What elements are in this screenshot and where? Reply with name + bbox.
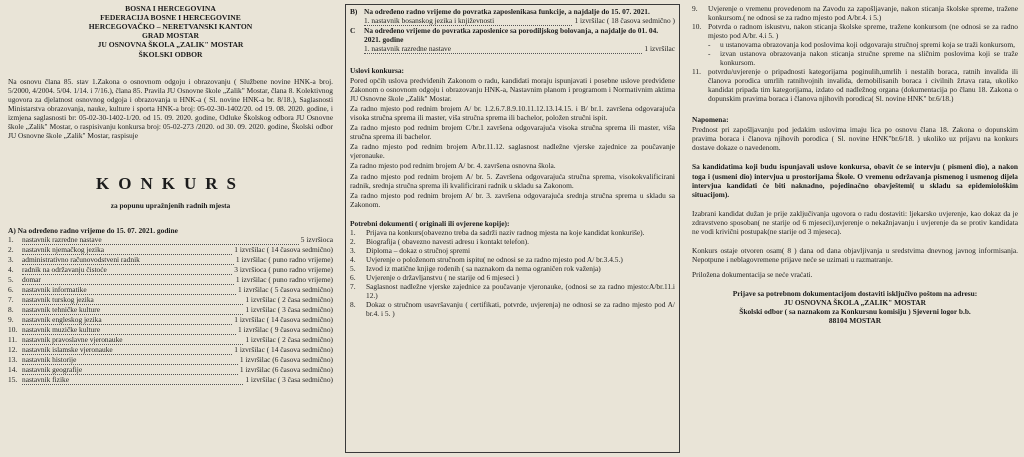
address-intro: Prijave sa potrebnom dokumentacijom dostaviti isključivo poštom na adresu: bbox=[732, 288, 978, 298]
dokument-number: 9. bbox=[692, 4, 698, 13]
position-row bbox=[8, 315, 333, 325]
position-title: nastavnik razredne nastave bbox=[22, 235, 299, 245]
dokument-number: 3. bbox=[350, 245, 356, 255]
position-number: 5. bbox=[8, 274, 14, 284]
konkurs-subtitle: za popunu upražnjenih radnih mjesta bbox=[110, 200, 231, 210]
position-number: 8. bbox=[8, 304, 14, 314]
column-left bbox=[6, 4, 335, 453]
position-number: 10. bbox=[8, 324, 18, 334]
dokument-number: 5. bbox=[350, 263, 356, 273]
dokument-item bbox=[350, 237, 675, 246]
uslovi-paragraph: Za radno mjesto pod rednim brojem A/ br. 3. završena odgovarajuća srednja stručna sprema u skladu sa Zakonom. bbox=[350, 190, 675, 209]
position-number: 13. bbox=[8, 355, 18, 365]
section-b-item bbox=[364, 16, 675, 26]
position-title: nastavnik turskog jezika bbox=[22, 295, 243, 305]
dokument-item bbox=[692, 67, 1018, 103]
position-hours: 1 izvršilac ( 5 časova sedmično) bbox=[237, 284, 333, 294]
section-a-heading bbox=[8, 226, 333, 235]
column-middle bbox=[345, 4, 680, 453]
position-title: nastavnik informatike bbox=[22, 285, 236, 295]
section-c-heading bbox=[350, 26, 675, 44]
dokumenti-title: Potrebni dokumenti ( originali ili ovjerene kopije): bbox=[350, 218, 510, 228]
position-title: administrativno računovodstveni radnik bbox=[22, 255, 234, 265]
position-row bbox=[8, 265, 333, 275]
position-title: nastavnik fizike bbox=[22, 375, 243, 385]
header-line: HERCEGOVAČKO – NERETVANSKI KANTON bbox=[88, 22, 253, 32]
position-number: 2. bbox=[8, 244, 14, 254]
position-number: 7. bbox=[8, 294, 14, 304]
position-title: nastavnik muzičke kulture bbox=[22, 325, 236, 335]
address-odbor: Školski odbor ( sa naznakom za Konkursnu komisiju ) Sjeverni logor b.b. bbox=[739, 306, 971, 316]
position-title: nastavnik historije bbox=[22, 355, 238, 365]
uslovi-paragraph: Pored općih uslova predviđenih Zakonom o radu, kandidati moraju ispunjavati i posebne uslove predviđene Zakonom o osnovnom odgoju i obrazovanju HNK-a, Nastavnim planom i programom i Normativnim aktima JU Osnovne škole „Zalik" Mostar. bbox=[350, 76, 675, 104]
position-title: nastavnik njemačkog jezika bbox=[22, 245, 232, 255]
dokument-text: Uvjerenje o državljanstvu ( ne starije od 6 mjeseci ) bbox=[366, 272, 519, 282]
dokument-number: 7. bbox=[350, 281, 356, 291]
position-row bbox=[8, 345, 333, 355]
dokument-item bbox=[350, 282, 675, 300]
column-right bbox=[690, 4, 1020, 453]
position-number: 14. bbox=[8, 365, 18, 375]
position-row bbox=[8, 275, 333, 285]
position-number: 4. bbox=[8, 264, 14, 274]
dokument-text: Diploma – dokaz o stručnoj spremi bbox=[366, 245, 471, 255]
position-row bbox=[8, 325, 333, 335]
position-number: 11. bbox=[8, 334, 17, 344]
position-hours: 1 izvršilac ( 3 časa sedmično) bbox=[245, 375, 333, 385]
address-block bbox=[692, 289, 1018, 325]
dokument-item bbox=[350, 246, 675, 255]
position-hours: 1 izvršilac (6 časova sedmično) bbox=[239, 365, 333, 375]
position-row bbox=[8, 365, 333, 375]
section-b-item-hours: 1 izvršilac ( 18 časova sedmično ) bbox=[574, 16, 675, 26]
dokument-bullet bbox=[708, 49, 1018, 67]
position-hours: 1 izvršilac ( 14 časova sedmično) bbox=[234, 345, 333, 355]
position-hours: 1 izvršilac ( 14 časova sedmično) bbox=[234, 244, 333, 254]
dokument-number: 6. bbox=[350, 272, 356, 282]
uslovi-paragraph: Za radno mjesto pod rednim brojem A/ br. 5. Završena odgovarajuća stručna sprema, visokokvalificirani radnik, srednja stručna sprema ili kvalificirani radnik u skladu sa Zakonom. bbox=[350, 171, 675, 190]
position-row bbox=[8, 285, 333, 295]
dokument-number: 4. bbox=[350, 254, 356, 264]
dokument-item bbox=[350, 273, 675, 282]
address-school: JU OSNOVNA ŠKOLA „ZALIK" MOSTAR bbox=[784, 297, 926, 307]
position-row bbox=[8, 305, 333, 315]
uslovi-paragraph: Za radno mjesto pod rednim brojem A/ br. 1.2.6.7.8.9.10.11.12.13.14.15. i B/ br.1. završena odgovarajuća visoka stručna sprema ili master, viša stručna sprema ili bachelor, položen stručni ispit. bbox=[350, 104, 675, 123]
position-title: radnik na održavanju čistoće bbox=[22, 265, 232, 275]
header-line: GRAD MOSTAR bbox=[141, 31, 200, 41]
dokument-item bbox=[350, 300, 675, 318]
position-row bbox=[8, 355, 333, 365]
address-city: 88104 MOSTAR bbox=[828, 315, 882, 325]
header-line: FEDERACIJA BOSNE I HERCEGOVINE bbox=[100, 13, 241, 23]
dokument-text: Uvjerenje o vremenu provedenom na Zavodu za zapošljavanje, nakon sticanja školske spreme, tražene konkursom.( ne odnosi se za radno mjesto pod A/br.4. i 5.) bbox=[708, 4, 1018, 23]
position-hours: 1 izvršilac (6 časova sedmično) bbox=[239, 355, 333, 365]
position-title: domar bbox=[22, 275, 234, 285]
header-line: JU OSNOVNA ŠKOLA „ZALIK" MOSTAR bbox=[97, 40, 244, 50]
position-title: nastavnik geografije bbox=[22, 365, 238, 375]
dokument-number: 10. bbox=[692, 22, 702, 32]
position-row bbox=[8, 335, 333, 345]
section-c-item-hours: 1 izvršilac bbox=[644, 44, 675, 54]
napomena-title: Napomena: bbox=[692, 115, 729, 125]
bullet-dash: - bbox=[708, 49, 711, 59]
header-block bbox=[8, 4, 333, 59]
izabrani-kandidat-text: Izabrani kandidat dužan je prije zaključivanja ugovora o radu dostaviti: ljekarsko uvjerenje, kao dokaz da je zdravstveno sposoban( ne starije od 6 mjeseci),uvjerenje o nekažnjavanju i uvjerenje da se protiv kandidata ne vodi krivični postupak(ne starije od 3 mjeseca). bbox=[692, 208, 1018, 236]
position-hours: 1 izvršilac ( 3 časa sedmično) bbox=[245, 304, 333, 314]
position-row bbox=[8, 235, 333, 245]
position-number: 3. bbox=[8, 254, 14, 264]
position-row bbox=[8, 255, 333, 265]
position-hours: 3 izvršioca ( puno radno vrijeme) bbox=[234, 264, 333, 274]
dokument-text: Saglasnost nadležne vjerske zajednice za poučavanje vjeronauke, (odnosi se za radno mjesto:A/br.11.i 12.) bbox=[366, 281, 675, 300]
dokument-text: Prijava na konkurs(obavezno treba da sadrži naziv radnog mjesta na koje kandidat konkuriše). bbox=[366, 227, 645, 237]
dokument-item bbox=[350, 264, 675, 273]
dokument-text: potvrdu/uvjerenje o pripadnosti kategorijama poginulih,umrlih i nestalih boraca, ratnih invalida ili članova porodica umrlih ratnihvojnih invalida, demobilisanih boraca i civilnih žrtava rata, ukoliko kandidat pripada tim kategorijama, izdato od nadležnog organa (dokumentacija po članu 18. Zakona o dopunskim pravima boraca i članova njihovih porodica( Sl. novine HNK" br.6/18.) bbox=[708, 67, 1018, 104]
position-hours: 1 izvršilac ( 14 časova sedmično) bbox=[234, 314, 333, 324]
dokument-bullet bbox=[708, 40, 1018, 49]
position-title: nastavnik engleskog jezika bbox=[22, 315, 232, 325]
position-number: 12. bbox=[8, 345, 18, 355]
konkurs-title: KONKURS bbox=[96, 173, 245, 193]
section-b-item-text: 1. nastavnik bosanskog jezika i književnosti bbox=[364, 16, 572, 26]
section-c-title: Na određeno vrijeme do povratka zaposlenice sa porodiljskog bolovanja, a najdalje do 01. 04. 2021. godine bbox=[364, 26, 659, 45]
bullet-text: izvan ustanova obrazovanja nakon sticanja stručne spreme na sličnim poslovima koji se traže konkursom. bbox=[720, 49, 1018, 68]
uslovi-paragraph: Za radno mjesto pod rednim brojem A/br.11.12. saglasnost nadležne vjerske zajednice za poučavanje vjeronauke. bbox=[350, 142, 675, 161]
napomena-text: Prednost pri zapošljavanju pod jedakim uslovima imaju lica po osnovu člana 18. Zakona o dopunskim pravima boraca i članova njihovih porodica ( Sl. novine HNK"br.6/18. ) ukoliko uz prijavu na konkurs dostave dokaze o navedenom. bbox=[692, 125, 1018, 153]
position-title: nastavnik pravoslavne vjeronauke bbox=[22, 335, 243, 345]
dokument-text: Izvod iz matične knjige rođenih ( sa naznakom da nema ograničen rok važenja) bbox=[366, 263, 601, 273]
dokument-text: Dokaz o stručnom usavršavanju ( certifikati, potvrde, uvjerenja) ne odnosi se za radno mjesto pod A/ br.4. i 5. ) bbox=[366, 299, 675, 318]
position-hours: 1 izvršilac ( 2 časa sedmično) bbox=[245, 294, 333, 304]
position-number: 9. bbox=[8, 314, 14, 324]
dokument-text: Potvrda o radnom iskustvu, nakon sticanja školske spreme, tražene konkursom (ne odnosi se za radno mjesto pod A/br. 4.i 5. ) bbox=[708, 22, 1018, 41]
dokument-item bbox=[350, 228, 675, 237]
positions-list bbox=[8, 235, 333, 385]
dokument-item bbox=[692, 22, 1018, 40]
position-row bbox=[8, 245, 333, 255]
position-hours: 1 izvršilac ( puno radno vrijeme) bbox=[235, 254, 333, 264]
uslovi-title: Uslovi konkursa: bbox=[350, 66, 405, 76]
dokument-number: 8. bbox=[350, 299, 356, 309]
intro-paragraph: Na osnovu člana 85. stav 1.Zakona o osnovnom odgoju i obrazovanju ( Službene novine HNK-a broj. 5/2000, 4/2004. 5/04. 1/14. i 7/16.), člana 85. Pravila JU Osnovne škole „Zalik" Mostar, člana 8. Kolektivnog ugovora za djelatnost osnovnog odgoja i obrazovanja u HNK-a ( Sl. novine HNK-a br. 8/18.), Saglasnosti Ministarstva obrazovanja, nauke, kulture i sporta HNK-a broj: 05-02-30-1402/20. od 19. 08. 2020. godine, i izmjena saglasnosti br: 05-02-30-1402-1/20. od 15. 09. 2020. godine, Odluke Školskog odbora JU Osnovne škole „Zalik" Mostar, o raspisivanju konkursa broj: 05-02-273 /2020. od 30. 09. 2020. godine, Školski odbor JU Osnovne škole „Zalik" Mostar, raspisuje bbox=[8, 76, 333, 140]
header-line: ŠKOLSKI ODBOR bbox=[138, 49, 203, 59]
position-hours: 5 izvršioca bbox=[300, 234, 333, 244]
position-row bbox=[8, 375, 333, 385]
uslovi-paragraph: Za radno mjesto pod rednim brojem A/ br. 4. završena osnovna škola. bbox=[350, 161, 556, 171]
position-title: nastavnik tehničke kulture bbox=[22, 305, 243, 315]
dokument-number: 11. bbox=[692, 67, 701, 77]
position-title: nastavnik islamske vjeronauke bbox=[22, 345, 232, 355]
dokument-item bbox=[350, 255, 675, 264]
konkurs-otvoren-text: Konkurs ostaje otvoren osam( 8 ) dana od dana objavljivanja u sredstvima dnevnog javnog informisanja. Nepotpune i neblagovremene prijave neće se uzimati u razmatranje. bbox=[692, 245, 1018, 264]
section-c-item-text: 1. nastavnik razredne nastave bbox=[364, 44, 642, 54]
position-hours: 1 izvršilac ( 2 časa sedmično) bbox=[245, 334, 333, 344]
position-number: 1. bbox=[8, 234, 14, 244]
section-b-heading bbox=[350, 7, 675, 16]
dokument-number: 2. bbox=[350, 236, 356, 246]
dokument-text: Biografija ( obavezno navesti adresu i kontakt telefon). bbox=[366, 236, 529, 246]
section-b-title: Na određeno radno vrijeme do povratka zaposlenikasa funkcije, a najdalje do 15. 07. 2021. bbox=[364, 7, 650, 16]
bullet-text: u ustanovama obrazovanja kod poslovima koji odgovaraju stručnoj spremi koja se traži konkursom, bbox=[720, 40, 1015, 50]
position-row bbox=[8, 295, 333, 305]
section-c-label: C bbox=[350, 26, 356, 36]
header-line: BOSNA I HERCEGOVINA bbox=[125, 4, 216, 13]
position-hours: 1 izvršilac ( puno radno vrijeme) bbox=[235, 274, 333, 284]
intervju-notice: Sa kandidatima koji budu ispunjavali uslove konkursa, obavit će se intervju ( pismeni dio), a nakon toga i (usmeni dio) intervjua u prostorijama Škole. O vremenu održavanja pismenog i usmenog dijela intervjua kandidati će biti naknadno, pojedinačno obavještemi( u skladu sa epidemiološkim situacijom). bbox=[692, 162, 1018, 199]
section-a-label: A) bbox=[8, 225, 16, 235]
uslovi-paragraph: Za radno mjesto pod rednim brojem C/br.1 završena odgovarajuća visoka stručna sprema ili master, viša stručna sprema ili bachelor. bbox=[350, 123, 675, 142]
position-number: 15. bbox=[8, 375, 18, 385]
section-a-title: Na određeno radno vrijeme do 15. 07. 2021. godine bbox=[17, 225, 178, 235]
section-c-item bbox=[364, 44, 675, 54]
dokument-item bbox=[692, 4, 1018, 22]
position-hours: 1 izvršilac ( 9 časova sedmično) bbox=[237, 324, 333, 334]
position-number: 6. bbox=[8, 284, 14, 294]
dokument-text: Uvjerenje o položenom stručnom ispitu( ne odnosi se za radno mjesto pod A/ br.3.4.5.) bbox=[366, 254, 623, 264]
prilozena-text: Priložena dokumentacija se neće vraćati. bbox=[692, 269, 813, 279]
section-b-label: B) bbox=[350, 7, 358, 16]
bullet-dash: - bbox=[708, 40, 711, 50]
dokument-number: 1. bbox=[350, 227, 356, 237]
